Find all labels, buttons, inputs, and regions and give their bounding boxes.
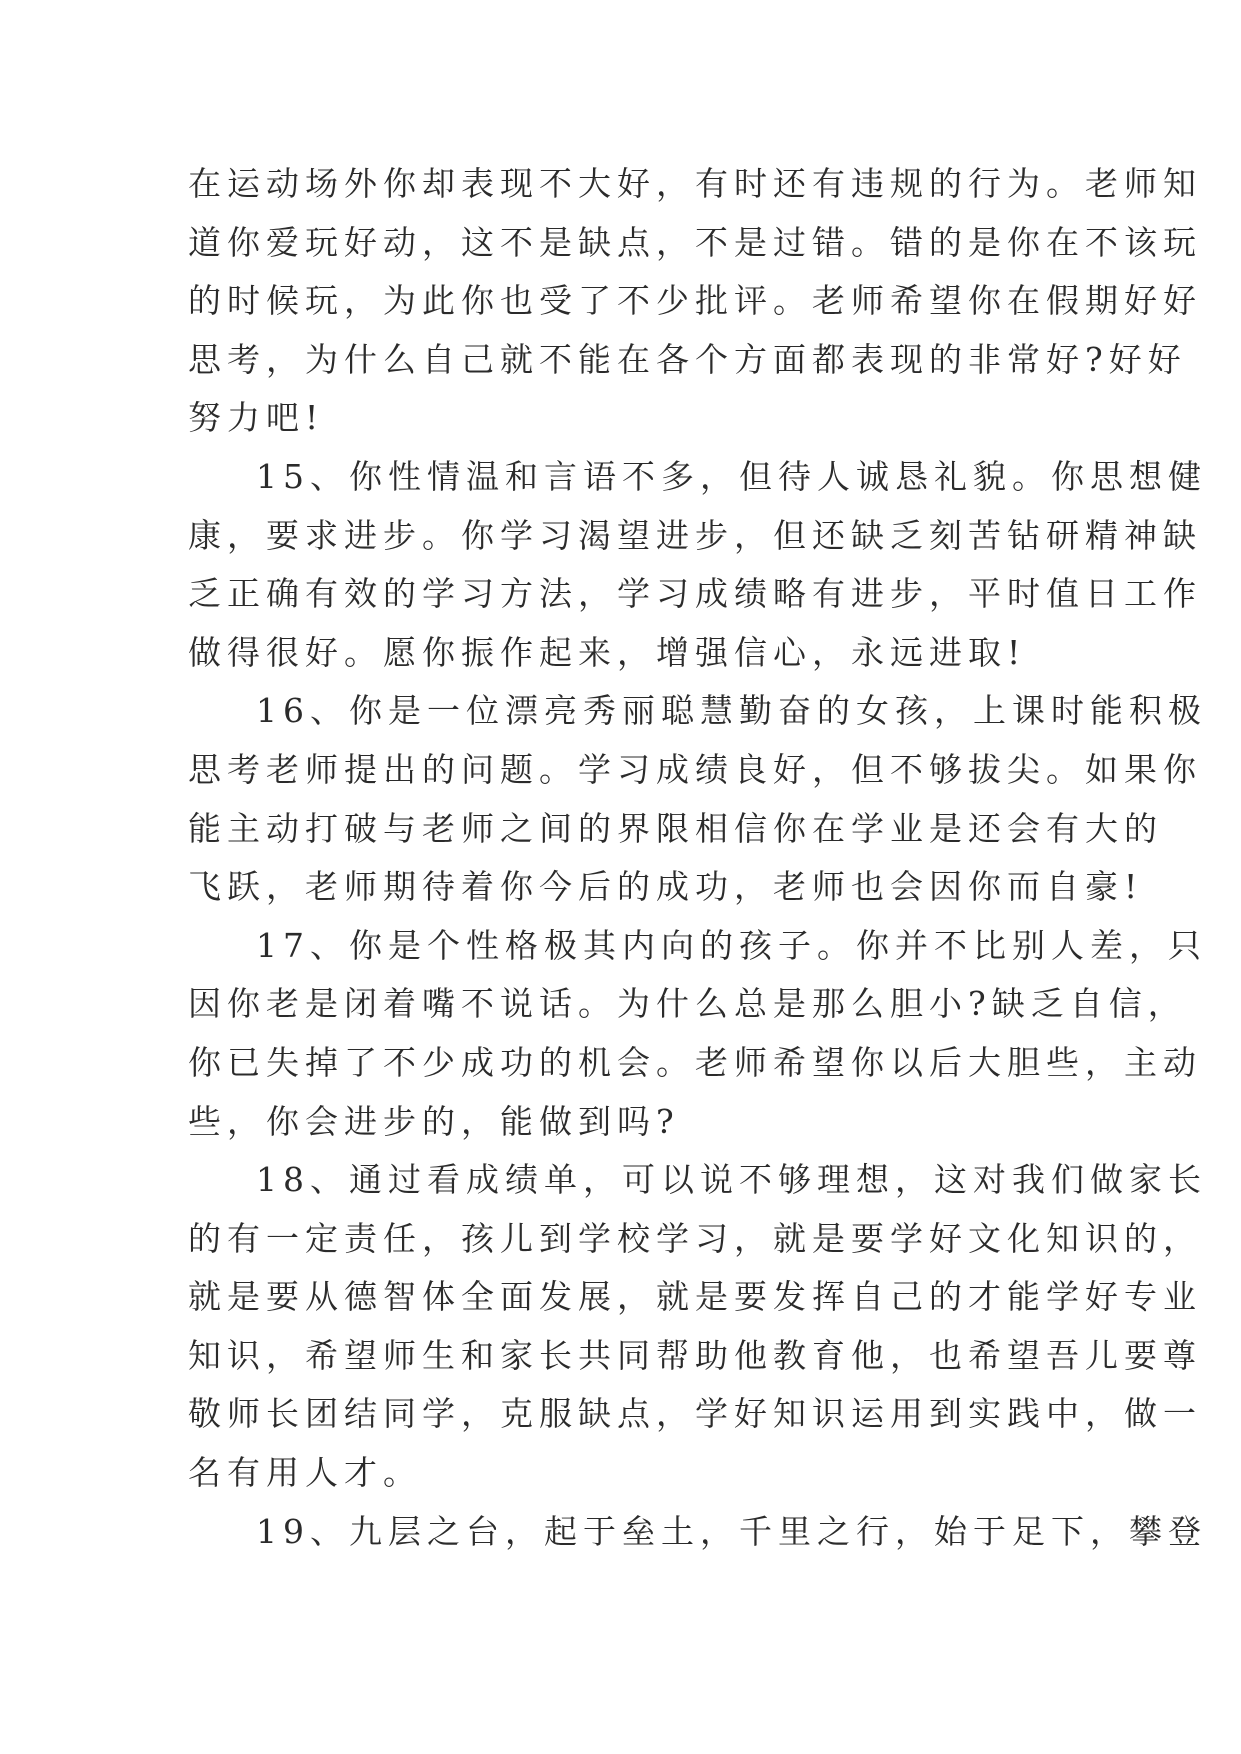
document-body [188,155,1207,1561]
paragraph-19 [188,1503,1207,1562]
text-line: 的有一定责任，孩儿到学校学习，就是要学好文化知识的， [188,1218,1202,1258]
paragraph-15 [188,448,1207,682]
text-line: 17、你是个性格极其内向的孩子。你并不比别人差，只 [256,925,1207,965]
text-line: 飞跃，老师期待着你今后的成功，老师也会因你而自豪! [188,867,1144,907]
paragraph-18 [188,1151,1207,1503]
paragraph-14-continued [188,155,1202,448]
text-line: 乏正确有效的学习方法，学习成绩略有进步，平时值日工作 [188,574,1202,614]
paragraph-17 [188,917,1207,1151]
text-line: 能主动打破与老师之间的界限相信你在学业是还会有大的 [188,808,1163,848]
text-line: 的时候玩，为此你也受了不少批评。老师希望你在假期好好 [188,281,1202,321]
text-line: 就是要从德智体全面发展，就是要发挥自己的才能学好专业 [188,1277,1202,1317]
text-line: 16、你是一位漂亮秀丽聪慧勤奋的女孩，上课时能积极 [256,691,1207,731]
text-line: 18、通过看成绩单，可以说不够理想，这对我们做家长 [256,1160,1207,1200]
text-line: 敬师长团结同学，克服缺点，学好知识运用到实践中，做一 [188,1394,1202,1434]
text-line: 知识，希望师生和家长共同帮助他教育他，也希望吾儿要尊 [188,1335,1202,1375]
text-line: 道你爱玩好动，这不是缺点，不是过错。错的是你在不该玩 [188,222,1202,262]
text-line: 思考，为什么自己就不能在各个方面都表现的非常好?好好 [188,339,1187,379]
text-line: 名有用人才。 [188,1453,422,1493]
text-line: 因你老是闭着嘴不说话。为什么总是那么胆小?缺乏自信， [188,984,1187,1024]
text-line: 些，你会进步的，能做到吗? [188,1101,680,1141]
text-line: 思考老师提出的问题。学习成绩良好，但不够拔尖。如果你 [188,749,1202,789]
text-line: 做得很好。愿你振作起来，增强信心，永远进取! [188,632,1027,672]
text-line: 19、九层之台，起于垒土，千里之行，始于足下，攀登 [256,1511,1207,1551]
text-line: 努力吧! [188,398,325,438]
paragraph-16 [188,682,1207,916]
text-line: 你已失掉了不少成功的机会。老师希望你以后大胆些，主动 [188,1042,1202,1082]
text-line: 在运动场外你却表现不大好，有时还有违规的行为。老师知 [188,164,1202,203]
text-line: 康，要求进步。你学习渴望进步，但还缺乏刻苦钻研精神缺 [188,515,1202,555]
text-line: 15、你性情温和言语不多，但待人诚恳礼貌。你思想健 [256,456,1207,496]
